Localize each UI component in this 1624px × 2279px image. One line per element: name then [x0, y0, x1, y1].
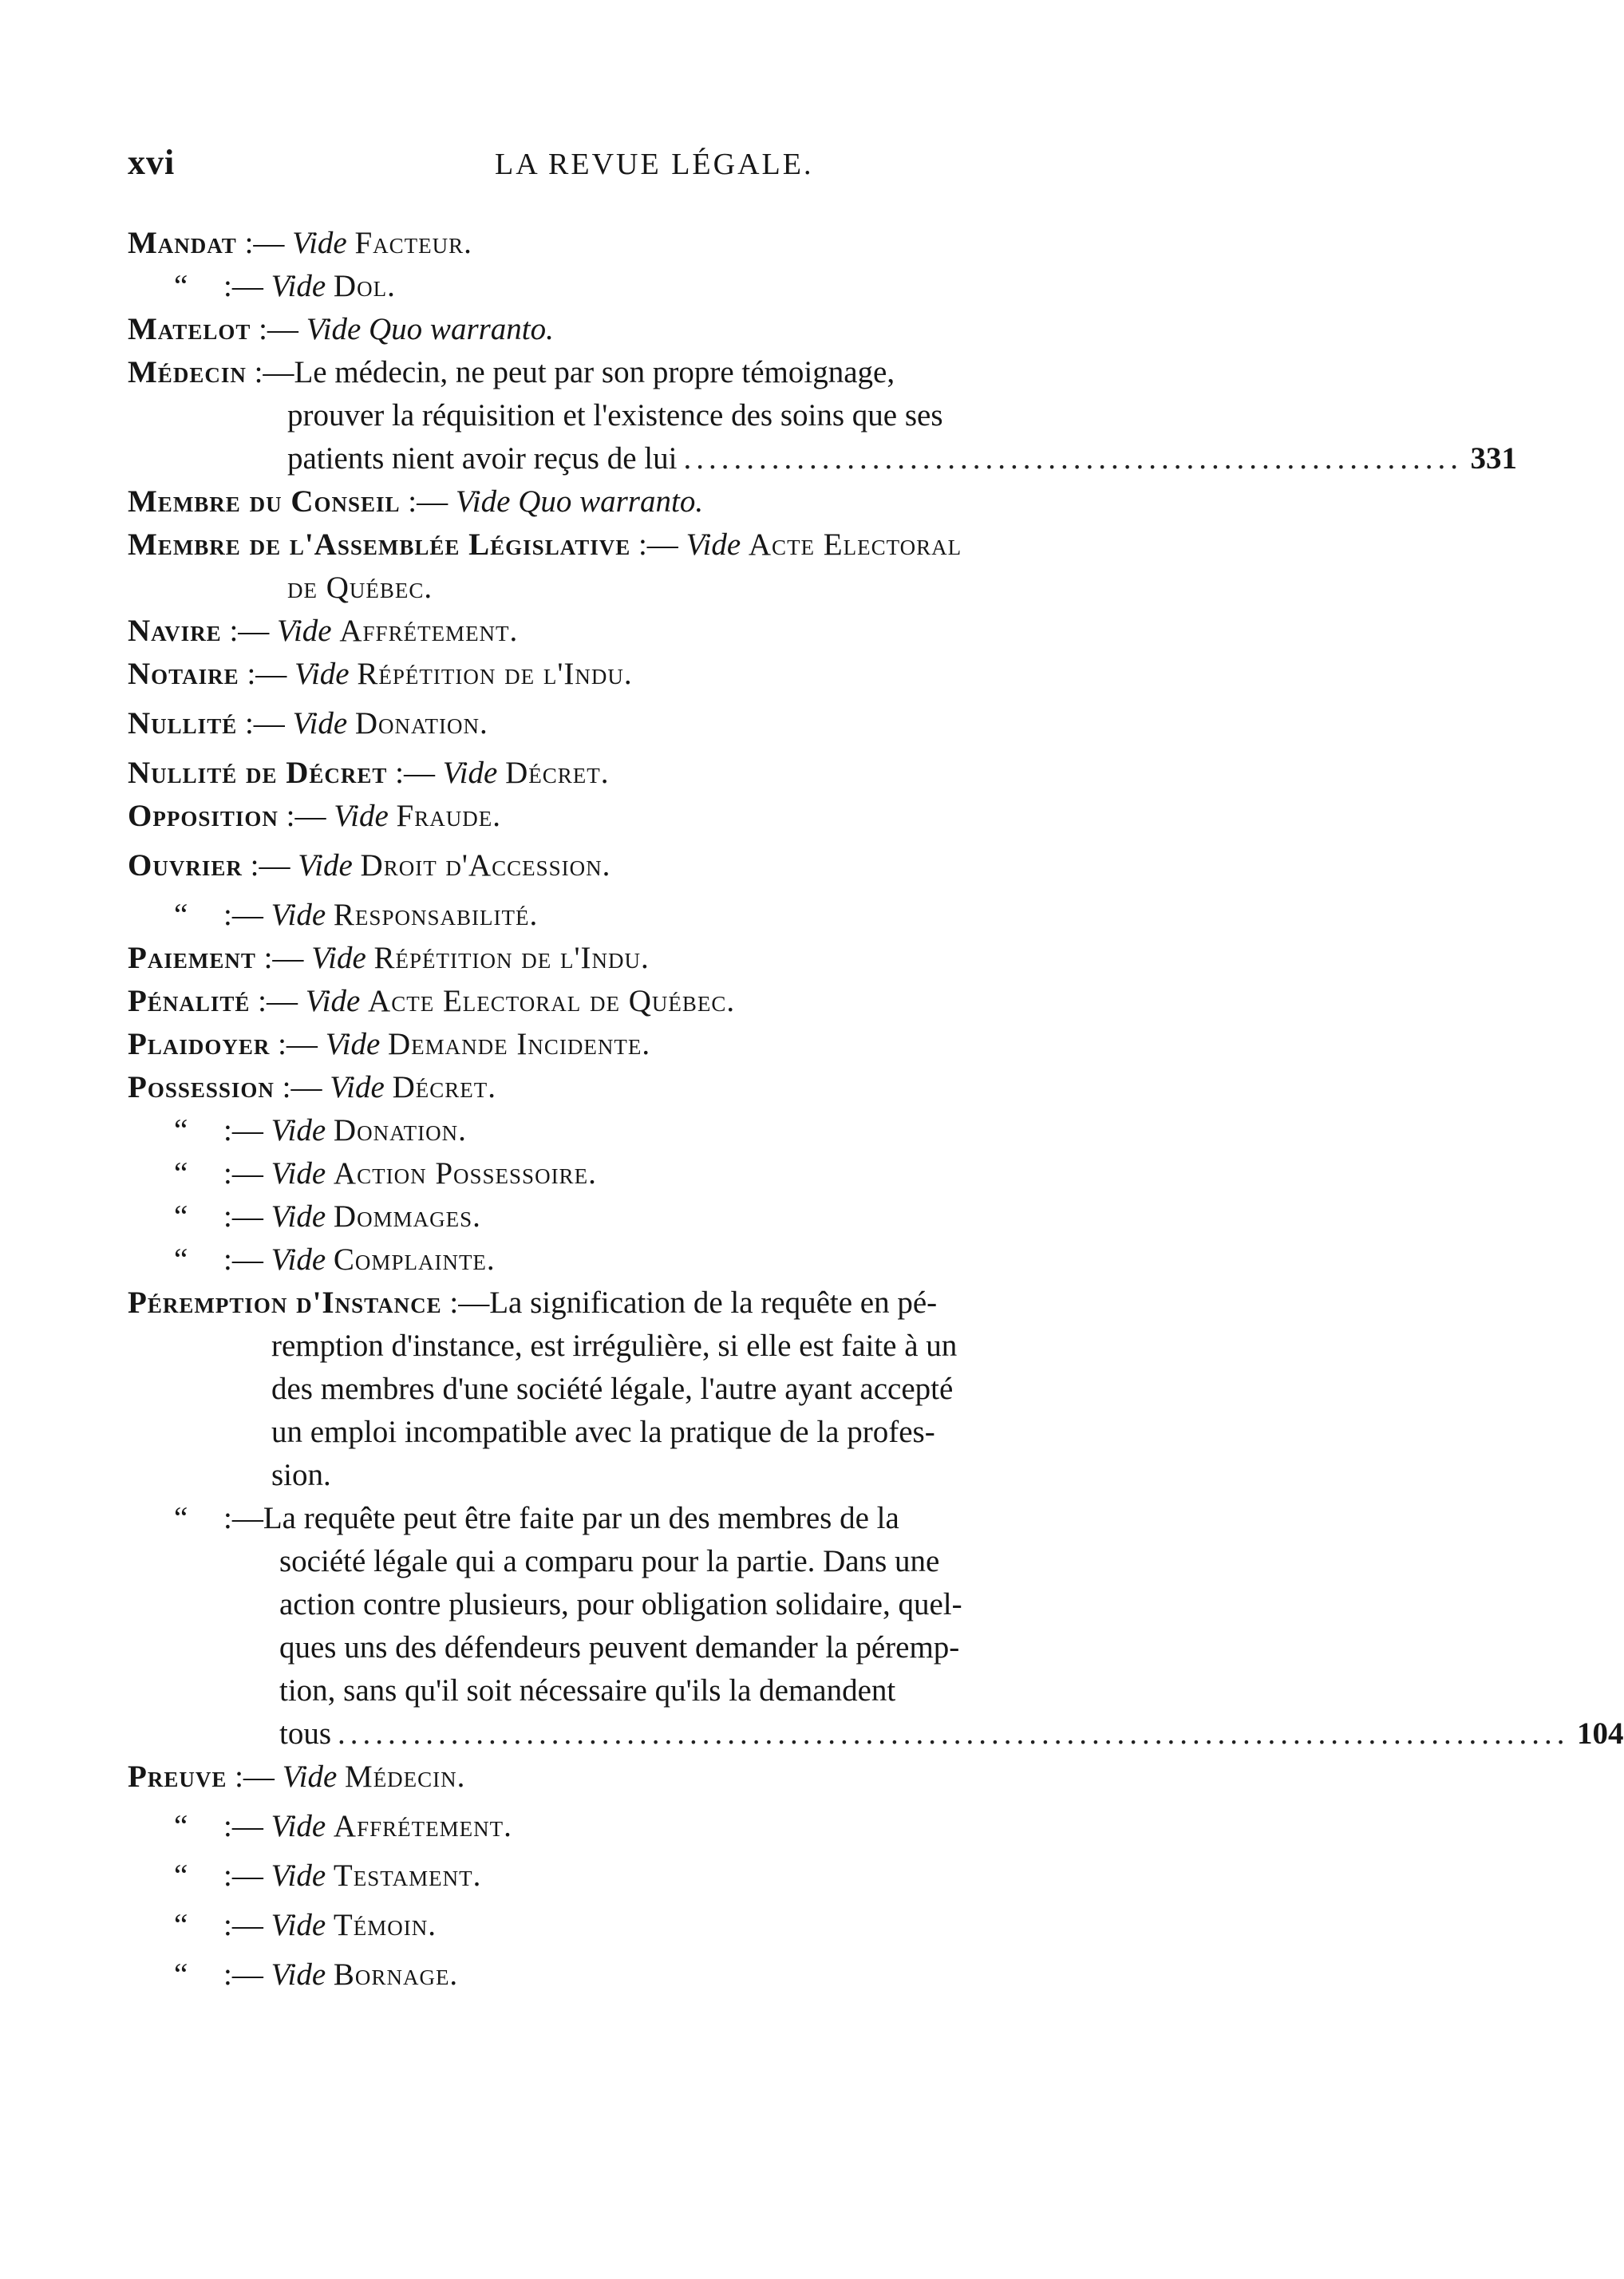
entry-reference: Responsabilité.	[333, 898, 539, 932]
entry-term: Matelot	[128, 312, 251, 346]
entry-term: Nullité de Décret	[128, 756, 388, 790]
entry-separator: :—	[408, 484, 448, 519]
entry-term: Paiement	[128, 941, 256, 975]
entry-reference: Complainte.	[333, 1242, 496, 1277]
entry-separator: :—	[223, 1501, 263, 1535]
dot-leader: ..................................................................................................	[338, 1716, 1570, 1751]
entry-preuve-4	[128, 1904, 1261, 1947]
entry-term: Opposition	[128, 799, 279, 833]
entry-separator: :—	[235, 1760, 275, 1794]
entry-reference: Affrétement.	[333, 1809, 512, 1843]
vide-label: Vide	[277, 614, 332, 648]
entry-term: Plaidoyer	[128, 1027, 271, 1061]
entry-reference: Bornage.	[333, 1957, 459, 1992]
vide-label: Vide	[298, 848, 353, 883]
ditto-mark: “	[174, 1858, 188, 1893]
vide-label: Vide	[305, 984, 361, 1018]
entry-text: Le médecin, ne peut par son propre témoignage,	[294, 355, 895, 389]
ditto-mark: “	[174, 1501, 188, 1535]
entry-reference: Décret.	[505, 756, 610, 790]
ditto-mark: “	[174, 1809, 188, 1843]
entry-ouvrier-2	[128, 894, 1261, 937]
entry-text: sion.	[271, 1458, 331, 1492]
ditto-mark: “	[174, 1156, 188, 1191]
entry-separator: :—	[223, 898, 263, 932]
vide-label: Vide	[271, 1199, 326, 1234]
entry-preuve-5	[128, 1953, 1261, 1997]
entry-term: Notaire	[128, 657, 239, 691]
page-number: xvi	[128, 143, 176, 182]
entry-reference: Témoin.	[333, 1908, 437, 1942]
entry-mandat	[128, 222, 1261, 265]
entry-reference: Acte Electoral de Québec.	[368, 984, 736, 1018]
vide-label: Vide	[271, 1858, 326, 1893]
entry-possession-4	[128, 1195, 1261, 1238]
entry-medecin	[128, 351, 1517, 480]
entry-term: Membre du Conseil	[128, 484, 401, 519]
vide-label: Vide	[334, 799, 389, 833]
entry-reference: Droit d'Accession.	[360, 848, 611, 883]
vide-label: Vide	[271, 1113, 326, 1147]
entry-separator: :—	[223, 1908, 263, 1942]
entry-text: remption d'instance, est irrégulière, si elle est faite à un	[271, 1329, 958, 1363]
entry-possession-5	[128, 1238, 1261, 1282]
entry-reference: Répétition de l'Indu.	[373, 941, 650, 975]
entry-peremption-2	[128, 1497, 1624, 1756]
entry-term: Possession	[128, 1070, 275, 1104]
entry-reference: Donation.	[354, 706, 488, 741]
page-reference: 104	[1577, 1716, 1624, 1751]
entry-ouvrier	[128, 844, 1261, 887]
entry-mandat-2	[128, 265, 1261, 308]
entry-plaidoyer	[128, 1023, 1261, 1066]
entry-term: Membre de l'Assemblée Législative	[128, 527, 631, 562]
ditto-mark: “	[174, 898, 188, 932]
entry-separator: :—	[258, 984, 298, 1018]
entry-leader-line	[279, 1712, 1624, 1756]
dot-leader: ..............................................................	[683, 441, 1463, 476]
entry-separator: :—	[286, 799, 326, 833]
entry-separator: :—	[449, 1286, 490, 1320]
entry-reference: Demande Incidente.	[388, 1027, 651, 1061]
entry-separator: :—	[229, 614, 270, 648]
page-header	[0, 142, 1488, 190]
entry-separator: :—	[244, 706, 285, 741]
entry-separator: :—	[282, 1070, 322, 1104]
entry-membre-conseil	[128, 480, 1261, 523]
vide-label: Vide	[282, 1760, 338, 1794]
entry-separator: :—	[223, 1156, 263, 1191]
entry-leader-line	[287, 437, 1517, 480]
ditto-mark: “	[174, 1957, 188, 1992]
entry-reference: Affrétement.	[339, 614, 519, 648]
entry-preuve-3	[128, 1854, 1261, 1898]
entry-separator: :—	[278, 1027, 318, 1061]
vide-label: Vide	[271, 269, 326, 303]
entry-peremption	[128, 1282, 1261, 1497]
vide-label: Vide	[455, 484, 511, 519]
entry-reference-continued: de Québec.	[287, 571, 433, 605]
entry-separator: :—	[223, 1242, 263, 1277]
entry-reference: Décret.	[392, 1070, 496, 1104]
entry-navire	[128, 610, 1261, 653]
entry-possession-3	[128, 1152, 1261, 1195]
entry-reference: Médecin.	[345, 1760, 466, 1794]
entry-term: Péremption d'Instance	[128, 1286, 442, 1320]
entry-text: tion, sans qu'il soit nécessaire qu'ils la demandent	[279, 1673, 896, 1708]
entry-reference: Donation.	[333, 1113, 467, 1147]
vide-label: Vide	[294, 657, 350, 691]
entry-term: Pénalité	[128, 984, 251, 1018]
ditto-mark: “	[174, 1908, 188, 1942]
entry-possession	[128, 1066, 1261, 1109]
entry-separator: :—	[244, 226, 285, 260]
entry-text: un emploi incompatible avec la pratique de la profes-	[271, 1415, 935, 1449]
entry-text: action contre plusieurs, pour obligation solidaire, quel-	[279, 1587, 962, 1621]
entry-reference: Action Possessoire.	[333, 1156, 597, 1191]
entry-reference: Acte Electoral	[748, 527, 962, 562]
vide-label: Vide	[442, 756, 498, 790]
entry-text: patients nient avoir reçus de lui	[287, 441, 678, 476]
vide-label: Vide	[292, 706, 348, 741]
entry-separator: :—	[638, 527, 678, 562]
entry-term: Nullité	[128, 706, 238, 741]
vide-label: Vide	[271, 1957, 326, 1992]
entry-term: Ouvrier	[128, 848, 243, 883]
entry-reference: Testament.	[333, 1858, 482, 1893]
entry-matelot	[128, 308, 1261, 351]
entry-term: Preuve	[128, 1760, 227, 1794]
entry-possession-2	[128, 1109, 1261, 1152]
entry-separator: :—	[247, 657, 287, 691]
entry-text: prouver la réquisition et l'existence des soins que ses	[287, 398, 943, 432]
vide-label: Vide	[330, 1070, 385, 1104]
ditto-mark: “	[174, 269, 188, 303]
vide-label: Vide	[325, 1027, 381, 1061]
entry-reference: Dol.	[333, 269, 396, 303]
entry-text: tous	[279, 1716, 332, 1751]
page-reference: 331	[1470, 441, 1517, 476]
entry-reference: Quo warranto.	[518, 484, 704, 519]
entry-preuve-2	[128, 1805, 1261, 1848]
entry-reference: Dommages.	[333, 1199, 481, 1234]
entry-preuve	[128, 1756, 1261, 1799]
entry-text: société légale qui a comparu pour la partie. Dans une	[279, 1544, 940, 1578]
entry-text: ques uns des défendeurs peuvent demander la péremp-	[279, 1630, 960, 1665]
entry-separator: :—	[223, 1113, 263, 1147]
entry-separator: :—	[223, 1957, 263, 1992]
vide-label: Vide	[271, 1809, 326, 1843]
entry-term: Médecin	[128, 355, 247, 389]
entry-reference: Facteur.	[354, 226, 472, 260]
entry-reference: Quo warranto.	[369, 312, 554, 346]
entry-separator: :—	[263, 941, 304, 975]
vide-label: Vide	[686, 527, 741, 562]
vide-label: Vide	[271, 1908, 326, 1942]
entry-term: Navire	[128, 614, 222, 648]
ditto-mark: “	[174, 1242, 188, 1277]
entry-nullite-decret	[128, 752, 1261, 795]
entry-penalite	[128, 980, 1261, 1023]
entry-separator: :—	[254, 355, 294, 389]
entry-text: La signification de la requête en pé-	[489, 1286, 938, 1320]
vide-label: Vide	[271, 1156, 326, 1191]
entry-nullite	[128, 702, 1261, 745]
entry-text: des membres d'une société légale, l'autre ayant accepté	[271, 1372, 954, 1406]
vide-label: Vide	[271, 898, 326, 932]
running-title: LA REVUE LÉGALE.	[495, 148, 814, 181]
entry-separator: :—	[223, 1199, 263, 1234]
ditto-mark: “	[174, 1199, 188, 1234]
entry-membre-assemblee	[128, 523, 1261, 610]
entry-text: La requête peut être faite par un des membres de la	[263, 1501, 899, 1535]
entry-paiement	[128, 937, 1261, 980]
index-entries	[128, 222, 1624, 1997]
entry-separator: :—	[223, 1858, 263, 1893]
entry-opposition	[128, 795, 1261, 838]
ditto-mark: “	[174, 1113, 188, 1147]
vide-label: Vide	[292, 226, 347, 260]
entry-separator: :—	[250, 848, 290, 883]
entry-reference: Répétition de l'Indu.	[357, 657, 633, 691]
entry-separator: :—	[223, 1809, 263, 1843]
entry-notaire	[128, 653, 1261, 696]
entry-separator: :—	[259, 312, 298, 346]
entry-separator: :—	[223, 269, 263, 303]
entry-separator: :—	[395, 756, 435, 790]
vide-label: Vide	[311, 941, 366, 975]
entry-reference: Fraude.	[396, 799, 501, 833]
vide-label: Vide	[271, 1242, 326, 1277]
entry-term: Mandat	[128, 226, 237, 260]
vide-label: Vide	[306, 312, 362, 346]
